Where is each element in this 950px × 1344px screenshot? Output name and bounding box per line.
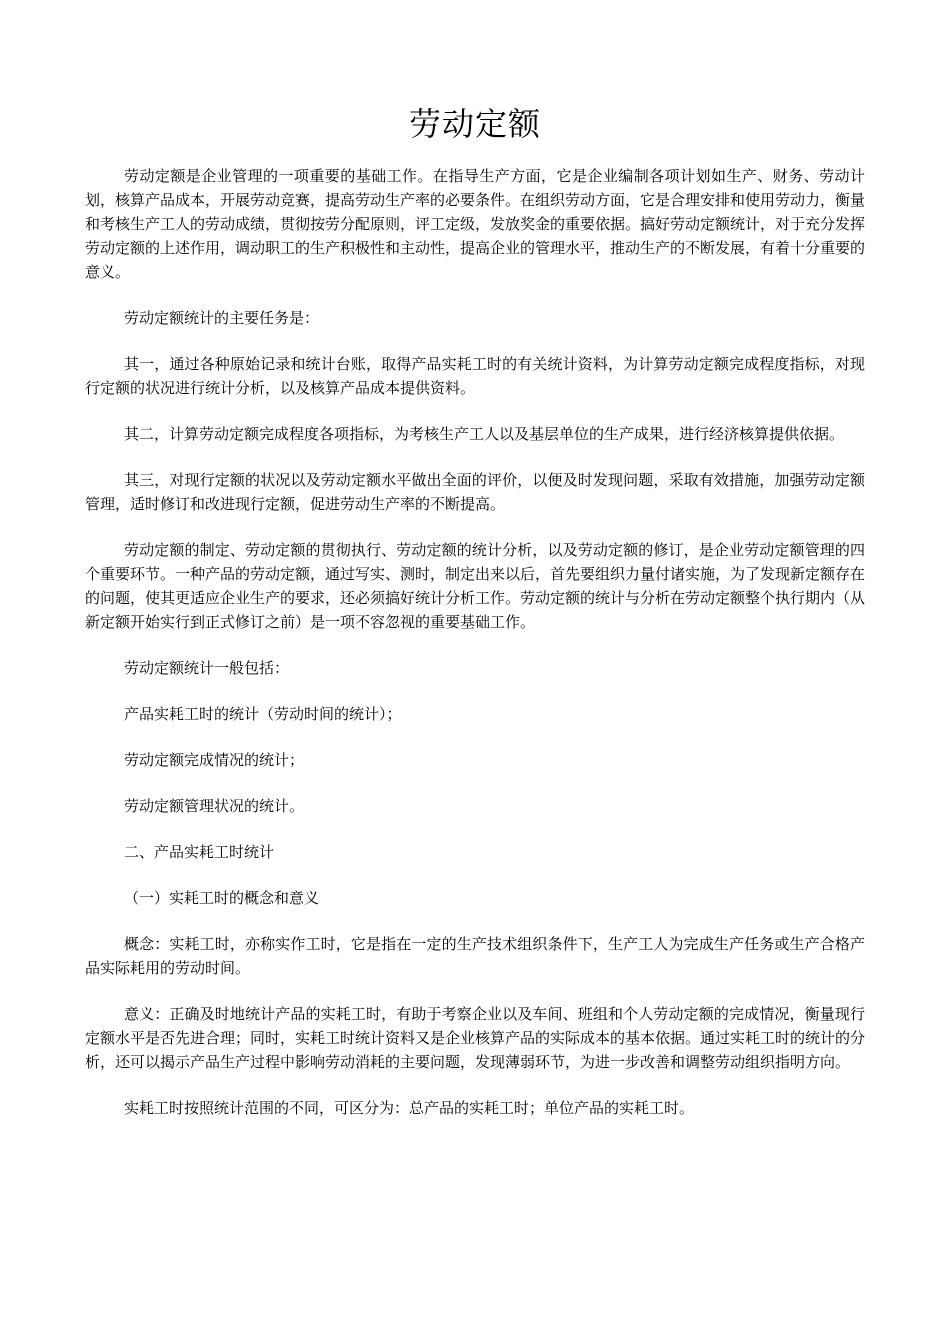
list-item-completion: 劳动定额完成情况的统计； [124, 751, 305, 769]
paragraph-concept: 概念：实耗工时，亦称实作工时，它是指在一定的生产技术组织条件下，生产工人为完成生产任务或生产合格产品实际耗用的劳动时间。 [85, 935, 865, 977]
paragraph-task-three: 其三，对现行定额的状况以及劳动定额水平做出全面的评价，以便及时发现问题，采取有效措施，加强劳动定额管理，适时修订和改进现行定额，促进劳动生产率的不断提高。 [85, 471, 865, 513]
paragraph-statistics-includes: 劳动定额统计一般包括： [124, 659, 290, 677]
paragraph-task-one: 其一，通过各种原始记录和统计台账，取得产品实耗工时的有关统计资料，为计算劳动定额完成程度指标，对现行定额的状况进行统计分析，以及核算产品成本提供资料。 [85, 355, 865, 397]
document-page [85, 100, 865, 1142]
paragraph-classification: 实耗工时按照统计范围的不同，可区分为：总产品的实耗工时；单位产品的实耗工时。 [124, 1099, 695, 1117]
document-title: 劳动定额 [408, 105, 541, 143]
list-item-actual-hours: 产品实耗工时的统计（劳动时间的统计）； [124, 705, 402, 723]
paragraph-management-links: 劳动定额的制定、劳动定额的贯彻执行、劳动定额的统计分析，以及劳动定额的修订，是企业劳动定额管理的四个重要环节。一种产品的劳动定额，通过写实、测时，制定出来以后，首先要组织力量付诸实施，为了发现新定额存在的问题，使其更适应企业生产的要求，还必须搞好统计分析工作。劳动定额的统计与分析在劳动定额整个执行期内（从新定额开始实行到正式修订之前）是一项不容忽视的重要基础工作。 [85, 541, 866, 631]
subsection-heading-concept: （一）实耗工时的概念和意义 [124, 889, 320, 907]
paragraph-significance: 意义：正确及时地统计产品的实耗工时，有助于考察企业以及车间、班组和个人劳动定额的完成情况，衡量现行定额水平是否先进合理；同时，实耗工时统计资料又是企业核算产品的实际成本的基本依据。通过实耗工时的统计的分析，还可以揭示产品生产过程中影响劳动消耗的主要问题，发现薄弱环节，为进一步改善和调整劳动组织指明方向。 [85, 1005, 866, 1071]
paragraph-task-two: 其二，计算劳动定额完成程度各项指标，为考核生产工人以及基层单位的生产成果，进行经济核算提供依据。 [124, 425, 845, 443]
list-item-management-status: 劳动定额管理状况的统计。 [124, 797, 305, 815]
paragraph-intro: 劳动定额是企业管理的一项重要的基础工作。在指导生产方面，它是企业编制各项计划如生产、财务、劳动计划，核算产品成本，开展劳动竞赛，提高劳动生产率的必要条件。在组织劳动方面，它是合理安排和使用劳动力，衡量和考核生产工人的劳动成绩，贯彻按劳分配原则，评工定级，发放奖金的重要依据。搞好劳动定额统计，对于充分发挥劳动定额的上述作用，调动职工的生产积极性和主动性，提高企业的管理水平，推动生产的不断发展，有着十分重要的意义。 [85, 167, 866, 281]
paragraph-tasks-heading: 劳动定额统计的主要任务是： [124, 309, 320, 327]
section-heading-actual-hours: 二、产品实耗工时统计 [124, 843, 275, 861]
